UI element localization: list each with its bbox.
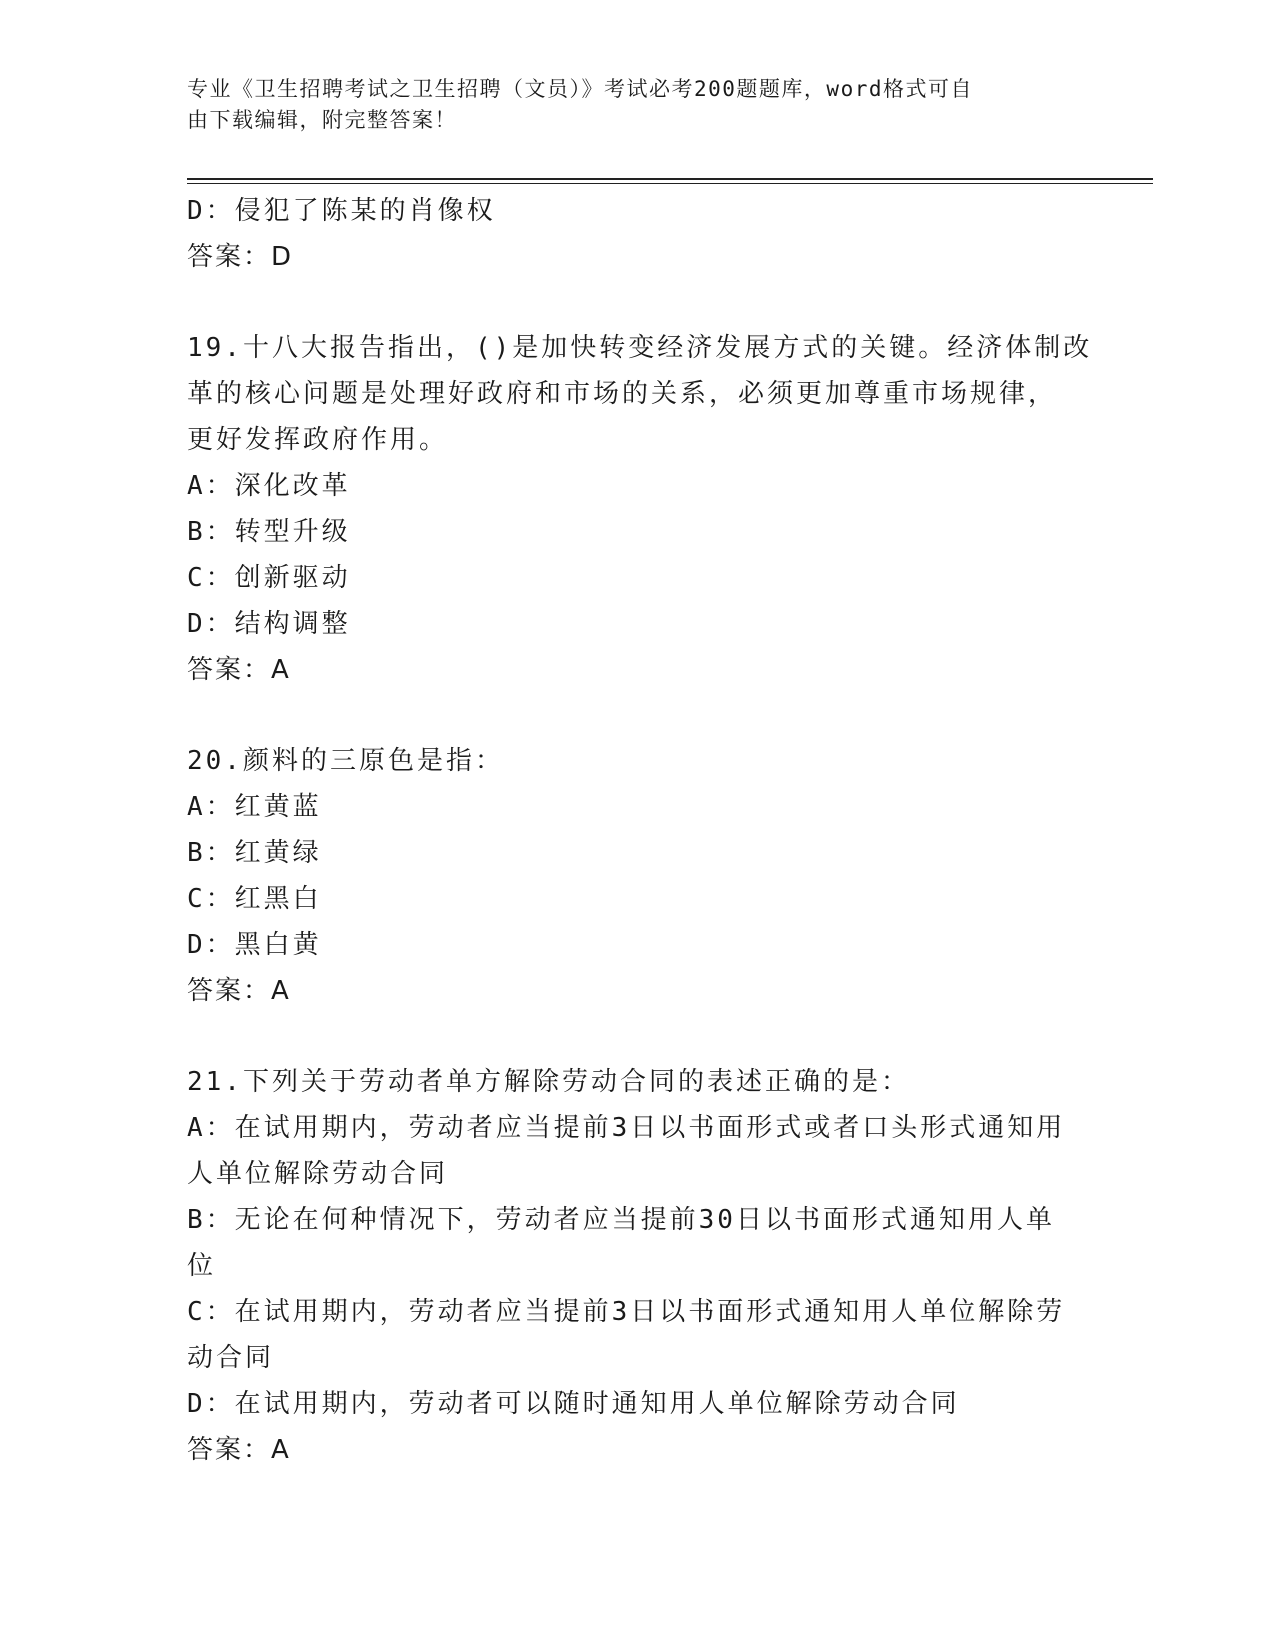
header-rule-thick xyxy=(187,178,1153,180)
question-stem: 20.颜料的三原色是指： xyxy=(187,746,504,776)
question-stem: 19.十八大报告指出，()是加快转变经济发展方式的关键。经济体制改 xyxy=(187,333,1093,363)
question-stem: 21.下列关于劳动者单方解除劳动合同的表述正确的是： xyxy=(187,1067,910,1097)
question-18-tail xyxy=(187,188,1087,280)
option-c: C：红黑白 xyxy=(187,884,322,914)
option-c: C：创新驱动 xyxy=(187,563,351,593)
option-c: C：在试用期内，劳动者应当提前3日以书面形式通知用人单位解除劳 xyxy=(187,1297,1066,1327)
option-a: A：在试用期内，劳动者应当提前3日以书面形式或者口头形式通知用 xyxy=(187,1113,1066,1143)
option-d: D：结构调整 xyxy=(187,609,351,639)
question-content xyxy=(187,188,1093,1473)
answer-label: 答案：A xyxy=(187,1435,291,1465)
answer-label: 答案：A xyxy=(187,976,291,1006)
answer-label: 答案：D xyxy=(187,242,294,272)
option-a-cont: 人单位解除劳动合同 xyxy=(187,1159,449,1189)
option-d: D：在试用期内，劳动者可以随时通知用人单位解除劳动合同 xyxy=(187,1389,960,1419)
option-b: B：转型升级 xyxy=(187,517,351,547)
question-19 xyxy=(187,325,1093,693)
option-a: A：红黄蓝 xyxy=(187,792,322,822)
header-rule-thin xyxy=(187,183,1153,184)
header-line-2: 由下载编辑，附完整答案！ xyxy=(187,108,457,132)
answer-label: 答案：A xyxy=(187,655,291,685)
option-b-cont: 位 xyxy=(187,1251,217,1281)
option-d: D：侵犯了陈某的肖像权 xyxy=(187,196,496,226)
option-c-cont: 动合同 xyxy=(187,1343,275,1373)
header-line-1: 专业《卫生招聘考试之卫生招聘（文员）》考试必考200题题库，word格式可自 xyxy=(187,77,973,101)
document-header xyxy=(187,74,1067,136)
question-21 xyxy=(187,1059,1087,1473)
question-20 xyxy=(187,738,1087,1014)
question-stem-cont: 革的核心问题是处理好政府和市场的关系，必须更加尊重市场规律， xyxy=(187,379,1058,409)
option-b: B：无论在何种情况下，劳动者应当提前30日以书面形式通知用人单 xyxy=(187,1205,1055,1235)
question-stem-cont: 更好发挥政府作用。 xyxy=(187,425,449,455)
option-a: A：深化改革 xyxy=(187,471,351,501)
option-d: D：黑白黄 xyxy=(187,930,322,960)
option-b: B：红黄绿 xyxy=(187,838,322,868)
